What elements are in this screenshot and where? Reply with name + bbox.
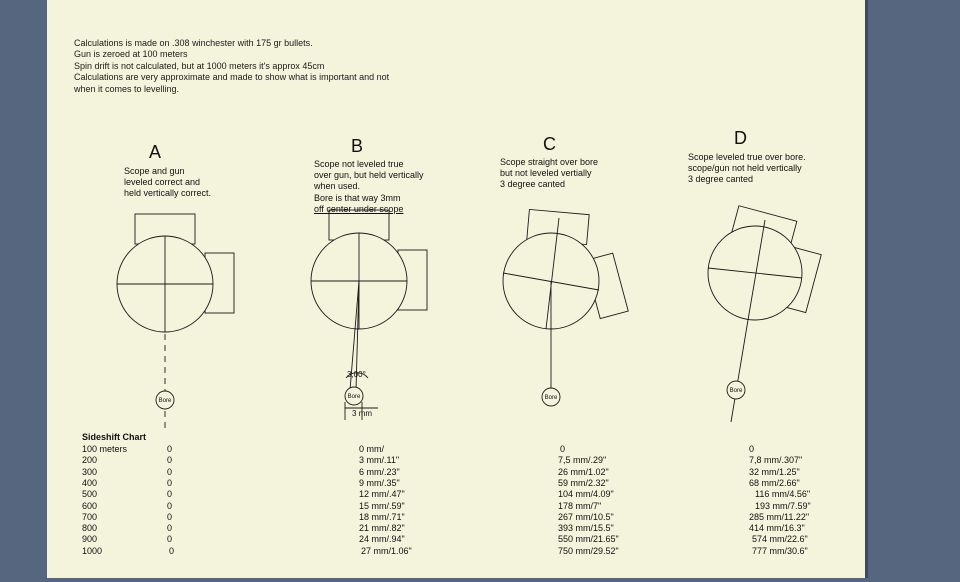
bore-label-c: Bore (544, 395, 558, 401)
description-line: but not leveled vertially (500, 168, 592, 179)
description-line: Bore is that way 3mm (314, 192, 401, 203)
chart-cell-c: 0 (560, 444, 566, 454)
chart-cell-b: 24 mm/.94" (359, 534, 405, 545)
chart-cell-distance: 500 (82, 489, 98, 500)
scenario-b-letter: B (351, 136, 364, 156)
bore-label-b: Bore (347, 394, 361, 400)
description-line: Scope not leveled true (314, 159, 404, 169)
description-line: Scope and gun (124, 166, 185, 176)
chart-cell-distance: 900 (82, 534, 98, 545)
chart-cell-distance: 400 (82, 477, 98, 488)
description-line: scope/gun not held vertically (688, 163, 802, 174)
diagram-a (117, 214, 234, 432)
chart-cell-c: 7,5 mm/.29" (558, 455, 607, 466)
description-line: 3 degree canted (688, 174, 754, 185)
chart-cell-d: 7,8 mm/.307" (749, 455, 803, 466)
description-line: when used. (314, 181, 361, 192)
bore-line-d (731, 320, 748, 422)
description-line: over gun, but held vertically (314, 170, 424, 181)
chart-cell-a: 0 (169, 545, 175, 556)
chart-cell-d: 68 mm/2.66" (749, 477, 800, 488)
chart-cell-distance: 1000 (82, 545, 103, 556)
chart-cell-b: 21 mm/.82" (359, 523, 405, 534)
chart-cell-c: 59 mm/2.32" (558, 477, 609, 488)
chart-cell-a: 0 (167, 489, 173, 500)
chart-cell-b: 0 mm/ (359, 444, 385, 454)
note-line: Gun is zeroed at 100 meters (74, 49, 188, 60)
chart-cell-a: 0 (167, 455, 173, 466)
chart-cell-d: 116 mm/4.56" (755, 489, 811, 500)
scenario-a-letter: A (149, 142, 162, 162)
note-line: when it comes to levelling. (74, 83, 180, 94)
chart-cell-distance: 700 (82, 511, 98, 522)
chart-cell-b: 9 mm/.35" (359, 477, 400, 488)
description-line: held vertically correct. (124, 188, 212, 199)
sideshift-chart-title: Sideshift Chart (82, 432, 147, 442)
description-line: Scope straight over bore (500, 157, 599, 167)
chart-cell-b: 3 mm/.11" (359, 455, 400, 466)
chart-cell-d: 0 (749, 444, 755, 454)
chart-cell-c: 178 mm/7" (558, 500, 602, 511)
bore-label-a: Bore (158, 398, 172, 404)
chart-cell-d: 777 mm/30.6" (752, 545, 808, 556)
diagram-b (311, 210, 427, 420)
description-line: leveled correct and (124, 177, 201, 188)
bore-label-d: Bore (729, 388, 743, 394)
chart-cell-distance: 600 (82, 500, 98, 511)
chart-cell-b: 15 mm/.59" (359, 500, 405, 511)
chart-cell-b: 27 mm/1.06" (361, 545, 412, 556)
chart-cell-a: 0 (167, 500, 173, 511)
chart-cell-c: 104 mm/4.09" (558, 489, 614, 500)
description-line: Scope leveled true over bore. (688, 152, 806, 162)
chart-cell-distance: 200 (82, 455, 98, 466)
chart-cell-a: 0 (167, 523, 173, 534)
offset-label-b: 3 mm (352, 409, 372, 418)
chart-cell-d: 574 mm/22.6" (752, 534, 808, 545)
chart-cell-d: 285 mm/11.22" (749, 511, 810, 522)
chart-cell-distance: 300 (82, 466, 98, 477)
diagram-d (708, 206, 821, 422)
chart-cell-c: 393 mm/15.5" (558, 523, 614, 534)
chart-cell-c: 26 mm/1.02" (558, 466, 609, 477)
scenario-c-letter: C (543, 134, 556, 154)
chart-cell-a: 0 (167, 444, 173, 454)
chart-cell-d: 32 mm/1.25" (749, 466, 800, 477)
chart-cell-b: 18 mm/.71" (359, 511, 405, 522)
scenario-d-letter: D (734, 128, 747, 148)
chart-cell-d: 414 mm/16.3" (749, 523, 805, 534)
note-line: Spin drift is not calculated, but at 1000 meters it's approx 45cm (74, 60, 325, 71)
note-line: Calculations are very approximate and made to show what is important and not (74, 72, 390, 83)
description-line: 3 degree canted (500, 179, 566, 190)
chart-cell-b: 6 mm/.23" (359, 466, 400, 477)
chart-cell-a: 0 (167, 477, 173, 488)
chart-cell-a: 0 (167, 466, 173, 477)
chart-cell-c: 750 mm/29.52" (558, 545, 619, 556)
diagram-c (503, 209, 628, 406)
angle-label-b: 3,00° (347, 370, 366, 379)
chart-cell-a: 0 (167, 511, 173, 522)
chart-cell-a: 0 (167, 534, 173, 545)
note-line: Calculations is made on .308 winchester with 175 gr bullets. (74, 38, 313, 48)
description-line: off center under scope (314, 203, 404, 214)
chart-cell-d: 193 mm/7.59" (755, 500, 811, 511)
chart-cell-c: 267 mm/10.5" (558, 511, 614, 522)
chart-cell-distance: 100 meters (82, 444, 128, 454)
chart-cell-b: 12 mm/.47" (359, 489, 405, 500)
chart-cell-distance: 800 (82, 523, 98, 534)
chart-cell-c: 550 mm/21.65" (558, 534, 619, 545)
